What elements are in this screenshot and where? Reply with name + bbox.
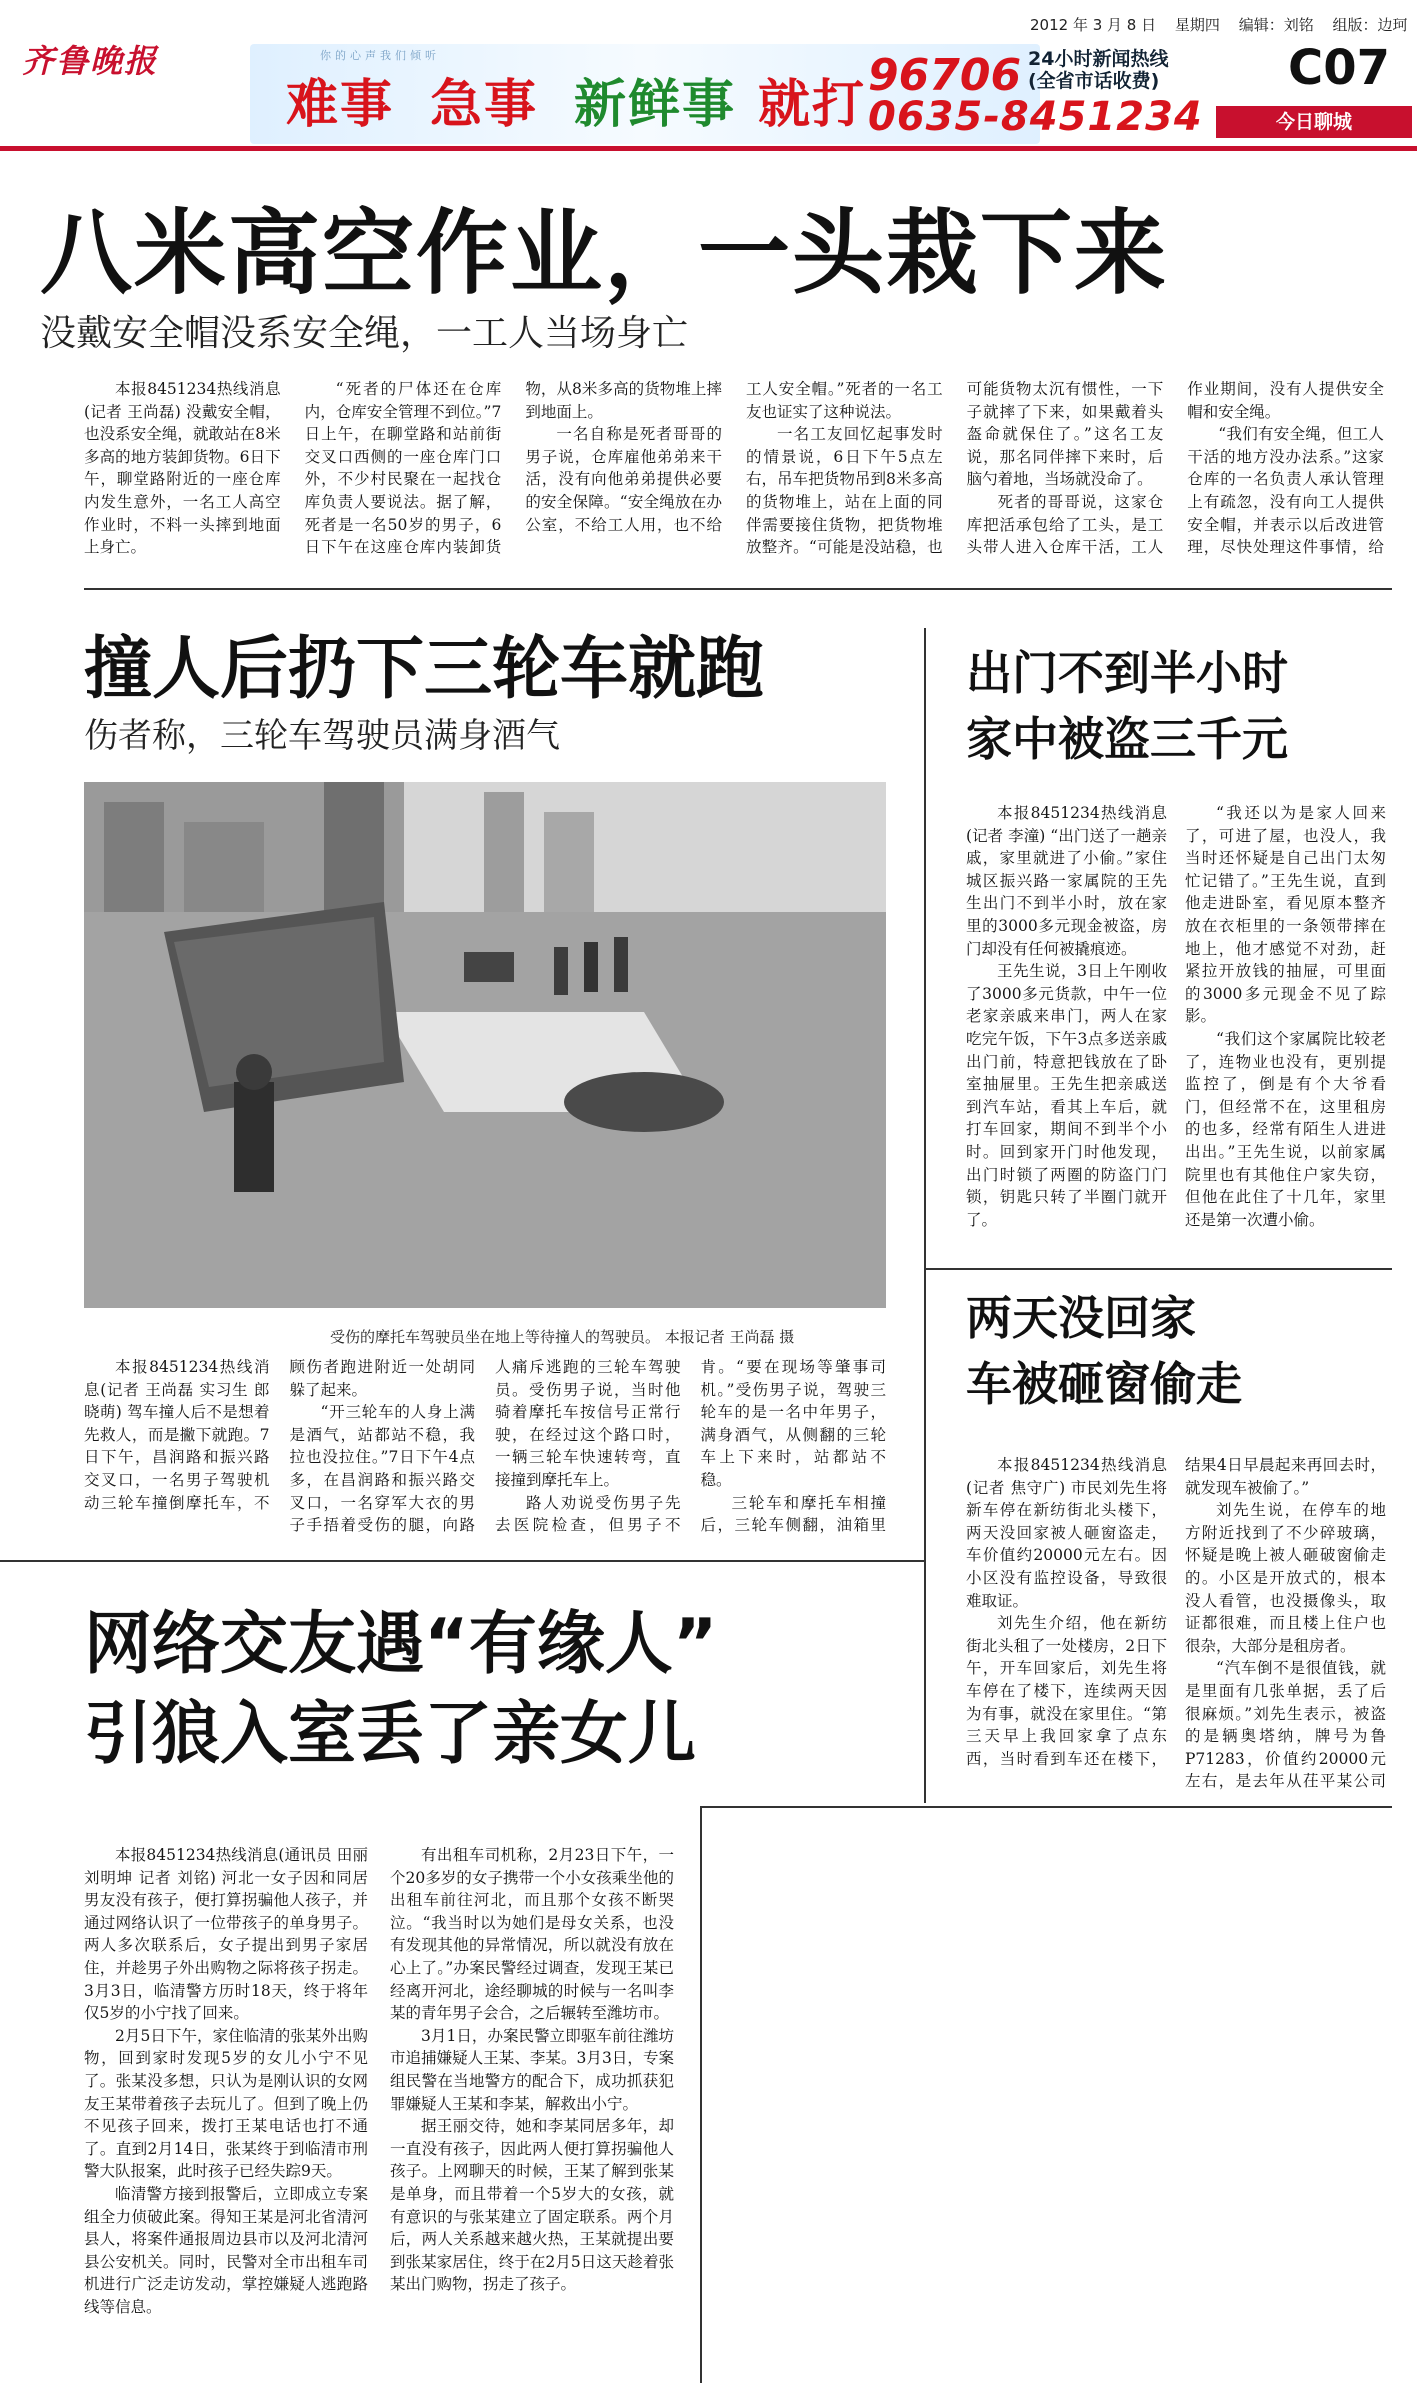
- banner-word-4: 就打: [758, 75, 867, 135]
- hotline-long: 0635-8451234: [868, 94, 1203, 140]
- story1-divider: [84, 588, 1392, 590]
- story1-paragraph: “死者的尸体还在仓库内，仓库安全管理不到位。”7日上午，在聊堂路和站前街交叉口西侧的一座仓库门口外，不少村民聚在一起找仓库负责人要说法。据了解，死者是一名50岁的男子，6日下午在这座仓库内装卸货物，从8米多高的货物堆上摔到地面上。: [304, 380, 722, 557]
- column-divider: [924, 628, 926, 1803]
- story1-paragraph: 一名自称是死者哥哥的男子说，仓库雇他弟弟来干活，没有向他弟弟提供必要的安全保障。“安全绳放在办公室，不给工人用，也不给工人安全帽。”死者的一名工友也证实了这种说法。: [525, 380, 943, 534]
- story3-paragraph: 王先生说，3日上午刚收了3000多元货款，中午一位老家亲戚来串门，两人在家吃完午饭，下午3点多送亲戚出门前，特意把钱放在了卧室抽屉里。王先生把亲戚送到汽车站，看其上车后，就打车回家，期间不到半个小时。回到家开门时他发现，出门时锁了两圈的防盗门门锁，钥匙只转了半圈门就开了。: [966, 962, 1167, 1229]
- story5-title-line1: 网络交友遇“有缘人”: [84, 1605, 718, 1684]
- story1-subtitle: 没戴安全帽没系安全绳，一工人当场身亡: [40, 313, 689, 354]
- story4-body: [966, 1454, 1386, 1794]
- story4-title-line2: 车被砸窗偷走: [966, 1357, 1242, 1411]
- accident-photo: [84, 782, 886, 1308]
- story4-title: [966, 1285, 1242, 1417]
- story2-divider: [0, 1560, 924, 1562]
- story3-divider: [926, 1268, 1392, 1270]
- story4-bottom-border: [700, 1806, 1392, 1808]
- story2-subtitle: 伤者称，三轮车驾驶员满身酒气: [84, 716, 560, 756]
- story5-paragraph: 有出租车司机称，2月23日下午，一个20多岁的女子携带一个小女孩乘坐他的出租车前往河北，而且那个女孩不断哭泣。“我当时以为她们是母女关系，也没有发现其他的异常情况，所以就没有放在心上了。”办案民警经过调查，发现王某已经离开河北，途经聊城的时候与一名叫李某的青年男子会合，之后辗转至潍坊市。: [390, 1846, 674, 2023]
- story2-paragraph: “开三轮车的人身上满是酒气，站都站不稳，我拉也没拉住。”7日下午4点多，在昌润路和振兴路交叉口，一名穿军大衣的男子手捂着受伤的腿，向路人痛斥逃跑的三轮车驾驶员。受伤男子说，当时他骑着摩托车按信号正常行驶，在经过这个路口时，一辆三轮车快速转弯，直接撞到摩托车上。: [289, 1358, 681, 1535]
- story4-paragraph: 本报8451234热线消息(记者 焦守广) 市民刘先生将新车停在新纺街北头楼下，两天没回家被人砸窗盗走，车价值约20000元左右。因小区没有监控设备，导致很难取证。: [966, 1456, 1167, 1610]
- layout-credit: 组版：边珂: [1332, 16, 1408, 34]
- page-number: C07: [1288, 40, 1391, 96]
- story2-title: 撞人后扔下三轮车就跑: [84, 630, 765, 709]
- banner-word-3: 新鲜事: [574, 75, 737, 135]
- banner-faint-text: 你的心声我们倾听: [320, 49, 440, 62]
- story5-title-line2: 引狼入室丢了亲女儿: [84, 1695, 697, 1774]
- story1-title: 八米高空作业，一头栽下来: [40, 200, 1169, 307]
- story3-title-line2: 家中被盗三千元: [966, 712, 1288, 766]
- story4-paragraph: 刘先生介绍，他在新纺街北头租了一处楼房，2日下午，开车回家后，刘先生将车停在了楼下，连续两天因为有事，就没在家里住。“第三天早上我回家拿了点东西，当时看到车还在楼下，结果4日早晨起来再回去时，就发现车被偷了。”: [966, 1456, 1386, 1768]
- editor-credit: 编辑：刘铭: [1238, 16, 1314, 34]
- story2-body: [84, 1356, 886, 1546]
- story2-paragraph: 本报8451234热线消息(记者 王尚磊 实习生 郎晓萌) 驾车撞人后不是想着先救人，而是撇下就跑。7日下午，昌润路和振兴路交叉口，一名男子驾驶机动三轮车撞倒摩托车，不顾伤者跑进附近一处胡同躲了起来。: [84, 1358, 475, 1512]
- story3-paragraph: “我还以为是家人回来了，可进了屋，也没人，我当时还怀疑是自己出门太匆忙记错了。”王先生说，直到他走进卧室，看见原本整齐放在衣柜里的一条领带摔在地上，他才感觉不对劲，赶紧拉开放钱的抽屉，可里面的3000多元现金不见了踪影。: [1185, 804, 1386, 1026]
- story5-paragraph: 3月1日，办案民警立即驱车前往潍坊市追捕嫌疑人王某、李某。3月3日，专案组民警在当地警方的配合下，成功抓获犯罪嫌疑人王某和李某，解救出小宁。: [390, 2026, 674, 2113]
- story5-paragraph: 本报8451234热线消息(通讯员 田丽 刘明坤 记者 刘铭) 河北一女子因和同居男友没有孩子，便打算拐骗他人孩子，并通过网络认识了一位带孩子的单身男子。两人多次联系后，女子提出到男子家居住，并趁男子外出购物之际将孩子拐走。3月3日，临清警方历时18天，终于将年仅5岁的小宁找了回来。: [84, 1846, 368, 2023]
- story5-body: [84, 1844, 674, 2364]
- section-tag: 今日聊城: [1216, 106, 1412, 138]
- photo-caption: 受伤的摩托车驾驶员坐在地上等待撞人的驾驶员。 本报记者 王尚磊 摄: [330, 1328, 795, 1346]
- hotline-note-1: 24小时新闻热线: [1028, 48, 1169, 70]
- accident-photo-image: [84, 782, 886, 1308]
- story3-paragraph: “我们这个家属院比较老了，连物业也没有，更别提监控了，倒是有个大爷看门，但经常不在，这里租房的也多，经常有陌生人进进出出。”王先生说，以前家属院里也有其他住户家失窃，但他在此住了十几年，家里还是第一次遭小偷。: [1185, 1029, 1386, 1229]
- hotline-note-2: (全省市话收费): [1028, 70, 1160, 92]
- story2-paragraph: 三轮车和摩托车相撞后，三轮车侧翻，油箱里: [700, 1493, 886, 1535]
- issue-weekday: 星期四: [1174, 16, 1220, 34]
- story5-paragraph: 据王丽交待，她和李某同居多年，却一直没有孩子，因此两人便打算拐骗他人孩子。上网聊天的时候，王某了解到张某是单身，而且带着一个5岁大的女孩，就有意识的与张某建立了固定联系。两个月后，两人关系越来越火热，王某就提出要到张某家居住，终于在2月5日这天趁着张某出门购物，拐走了孩子。: [390, 2117, 674, 2294]
- story5-right-border: [700, 1806, 702, 2383]
- issue-date: 2012 年 3 月 8 日: [1030, 16, 1157, 34]
- story3-title: [966, 640, 1288, 772]
- story3-paragraph: 本报8451234热线消息(记者 李潼) “出门送了一趟亲戚，家里就进了小偷。”家住城区振兴路一家属院的王先生出门不到半小时，放在家里的3000多元现金被盗，房门却没有任何被撬痕迹。: [966, 804, 1167, 958]
- hotline-note: [1028, 48, 1168, 92]
- story1-paragraph: 死者的哥哥说，这家仓库把活承包给了工头，是工头带人进入仓库干活，工人作业期间，没有人提供安全帽和安全绳。: [966, 380, 1384, 557]
- story4-paragraph: 刘先生说，在停车的地方附近找到了不少碎玻璃，怀疑是晚上被人砸破窗偷走的。小区是开放式的，根本没人看管，也没摄像头，取证都很难，而且楼上住户也很杂，大部分是租房者。: [1185, 1501, 1386, 1655]
- story4-paragraph: “汽车倒不是很值钱，就是里面有几张单据，丢了后很麻烦。”刘先生表示，被盗的是辆奥塔纳，牌号为鲁P71283，价值约20000元左右，是去年从茌平某公司: [1185, 1659, 1386, 1791]
- story5-paragraph: 2月5日下午，家住临清的张某外出购物，回到家时发现5岁的女儿小宁不见了。张某没多想，只认为是刚认识的女网友王某带着孩子去玩儿了。但到了晚上仍不见孩子回来，拨打王某电话也打不通了。直到2月14日，张某终于到临清市刑警大队报案，此时孩子已经失踪9天。: [84, 2026, 368, 2181]
- banner-word-2: 急事: [430, 75, 539, 135]
- story5-paragraph: 临清警方接到报警后，立即成立专案组全力侦破此案。得知王某是河北省清河县人，将案件通报周边县市以及河北清河县公安机关。同时，民警对全市出租车司机进行广泛走访发动，掌控嫌疑人逃跑路线等信息。: [84, 2184, 368, 2316]
- story1-paragraph: 本报8451234热线消息(记者 王尚磊) 没戴安全帽，也没系安全绳，就敢站在8米多高的地方装卸货物。6日下午，聊堂路附近的一座仓库内发生意外，一名工人高空作业时，不料一头摔到地面上身亡。: [84, 380, 281, 557]
- story4-title-line1: 两天没回家: [966, 1291, 1196, 1345]
- story2-paragraph: 路人劝说受伤男子先去医院检查，但男子不肯。“要在现场等肇事司机。”受伤男子说，驾驶三轮车的是一名中年男子，满身酒气，从侧翻的三轮车上下来时，站都站不稳。: [495, 1358, 886, 1535]
- story3-title-line1: 出门不到半小时: [966, 646, 1288, 700]
- story5-title: [84, 1600, 717, 1780]
- story1-body: [84, 378, 1384, 568]
- newspaper-logo: 齐鲁晚报: [22, 42, 159, 80]
- masthead-info: [1030, 14, 1417, 35]
- banner-word-1: 难事: [286, 75, 395, 135]
- masthead-divider: [0, 146, 1417, 151]
- story3-body: [966, 802, 1386, 1272]
- story1-paragraph: “我们有安全绳，但工人干活的地方没办法系。”这家仓库的一名负责人承认管理上有疏忽，没有向工人提供安全帽，并表示以后改进管理，尽快处理这件事情，给: [1187, 425, 1384, 557]
- story1-paragraph: 一名工友回忆起事发时的情景说，6日下午5点左右，吊车把货物吊到8米多高的货物堆上，站在上面的同伴需要接住货物，把货物堆放整齐。“可能是没站稳，也可能货物太沉有惯性，一下子就摔了下来，如果戴着头盔命就保住了。”这名工友说，那名同伴摔下来时，后脑勺着地，当场就没命了。: [745, 380, 1164, 557]
- hotline-short: 96706: [868, 50, 1022, 101]
